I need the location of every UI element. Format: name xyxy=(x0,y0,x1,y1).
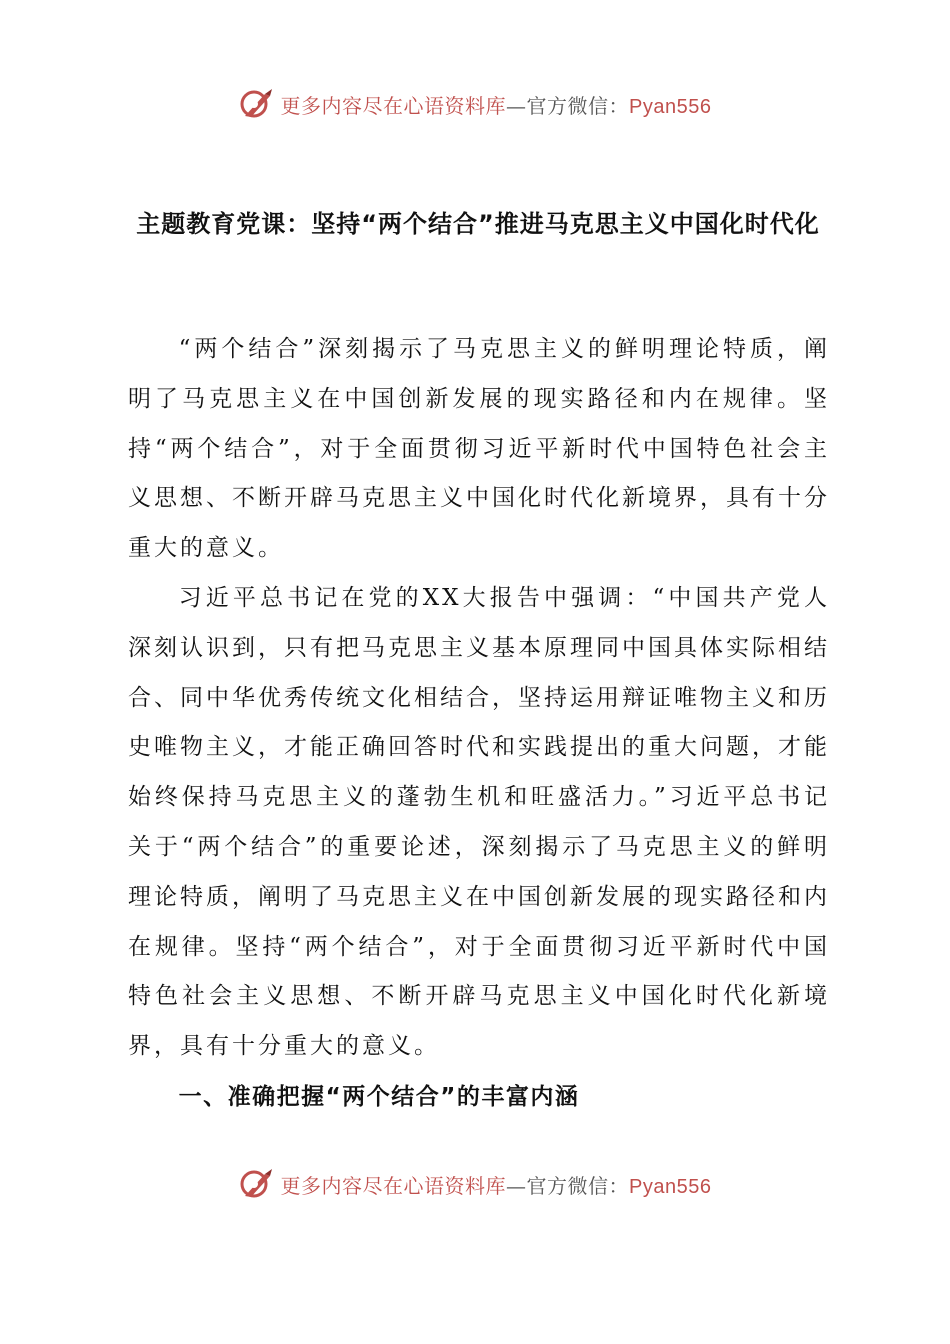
paragraph: 习近平总书记在党的XX大报告中强调：“中国共产党人深刻认识到，只有把马克思主义基本原理同中国具体实际相结合、同中华优秀传统文化相结合，坚持运用辩证唯物主义和历史唯物主义，才能正确回答时代和实践提出的重大问题，才能始终保持马克思主义的蓬勃生机和旺盛活力。”习近平总书记关于“两个结合”的重要论述，深刻揭示了马克思主义的鲜明理论特质，阐明了马克思主义在中国创新发展的现实路径和内在规律。坚持“两个结合”，对于全面贯彻习近平新时代中国特色社会主义思想、不断开辟马克思主义中国化时代化新境界，具有十分重大的意义。 xyxy=(128,584,830,1060)
header-banner xyxy=(0,82,950,126)
banner-wechat-id: Pyan556 xyxy=(629,95,712,118)
banner-dash-text: —官方微信： xyxy=(506,93,630,118)
pen-nib-logo-icon xyxy=(239,86,275,122)
paragraph: “两个结合”深刻揭示了马克思主义的鲜明理论特质，阐明了马克思主义在中国创新发展的现实路径和内在规律。坚持“两个结合”，对于全面贯彻习近平新时代中国特色社会主义思想、不断开辟马克思主义中国化时代化新境界，具有十分重大的意义。 xyxy=(128,336,830,562)
banner-main-text: 更多内容尽在心语资料库 xyxy=(280,1173,507,1198)
banner-main-text: 更多内容尽在心语资料库 xyxy=(280,93,507,118)
pen-nib-logo-icon xyxy=(239,1166,275,1202)
banner-text xyxy=(281,90,712,119)
banner-dash-text: —官方微信： xyxy=(506,1173,630,1198)
banner-text xyxy=(281,1170,712,1199)
document-title: 主题教育党课：坚持“两个结合”推进马克思主义中国化时代化 xyxy=(136,210,820,238)
footer-banner xyxy=(0,1162,950,1206)
document-body xyxy=(128,325,830,1122)
section-heading: 一、准确把握“两个结合”的丰富内涵 xyxy=(178,1083,580,1110)
banner-wechat-id: Pyan556 xyxy=(629,1175,712,1198)
